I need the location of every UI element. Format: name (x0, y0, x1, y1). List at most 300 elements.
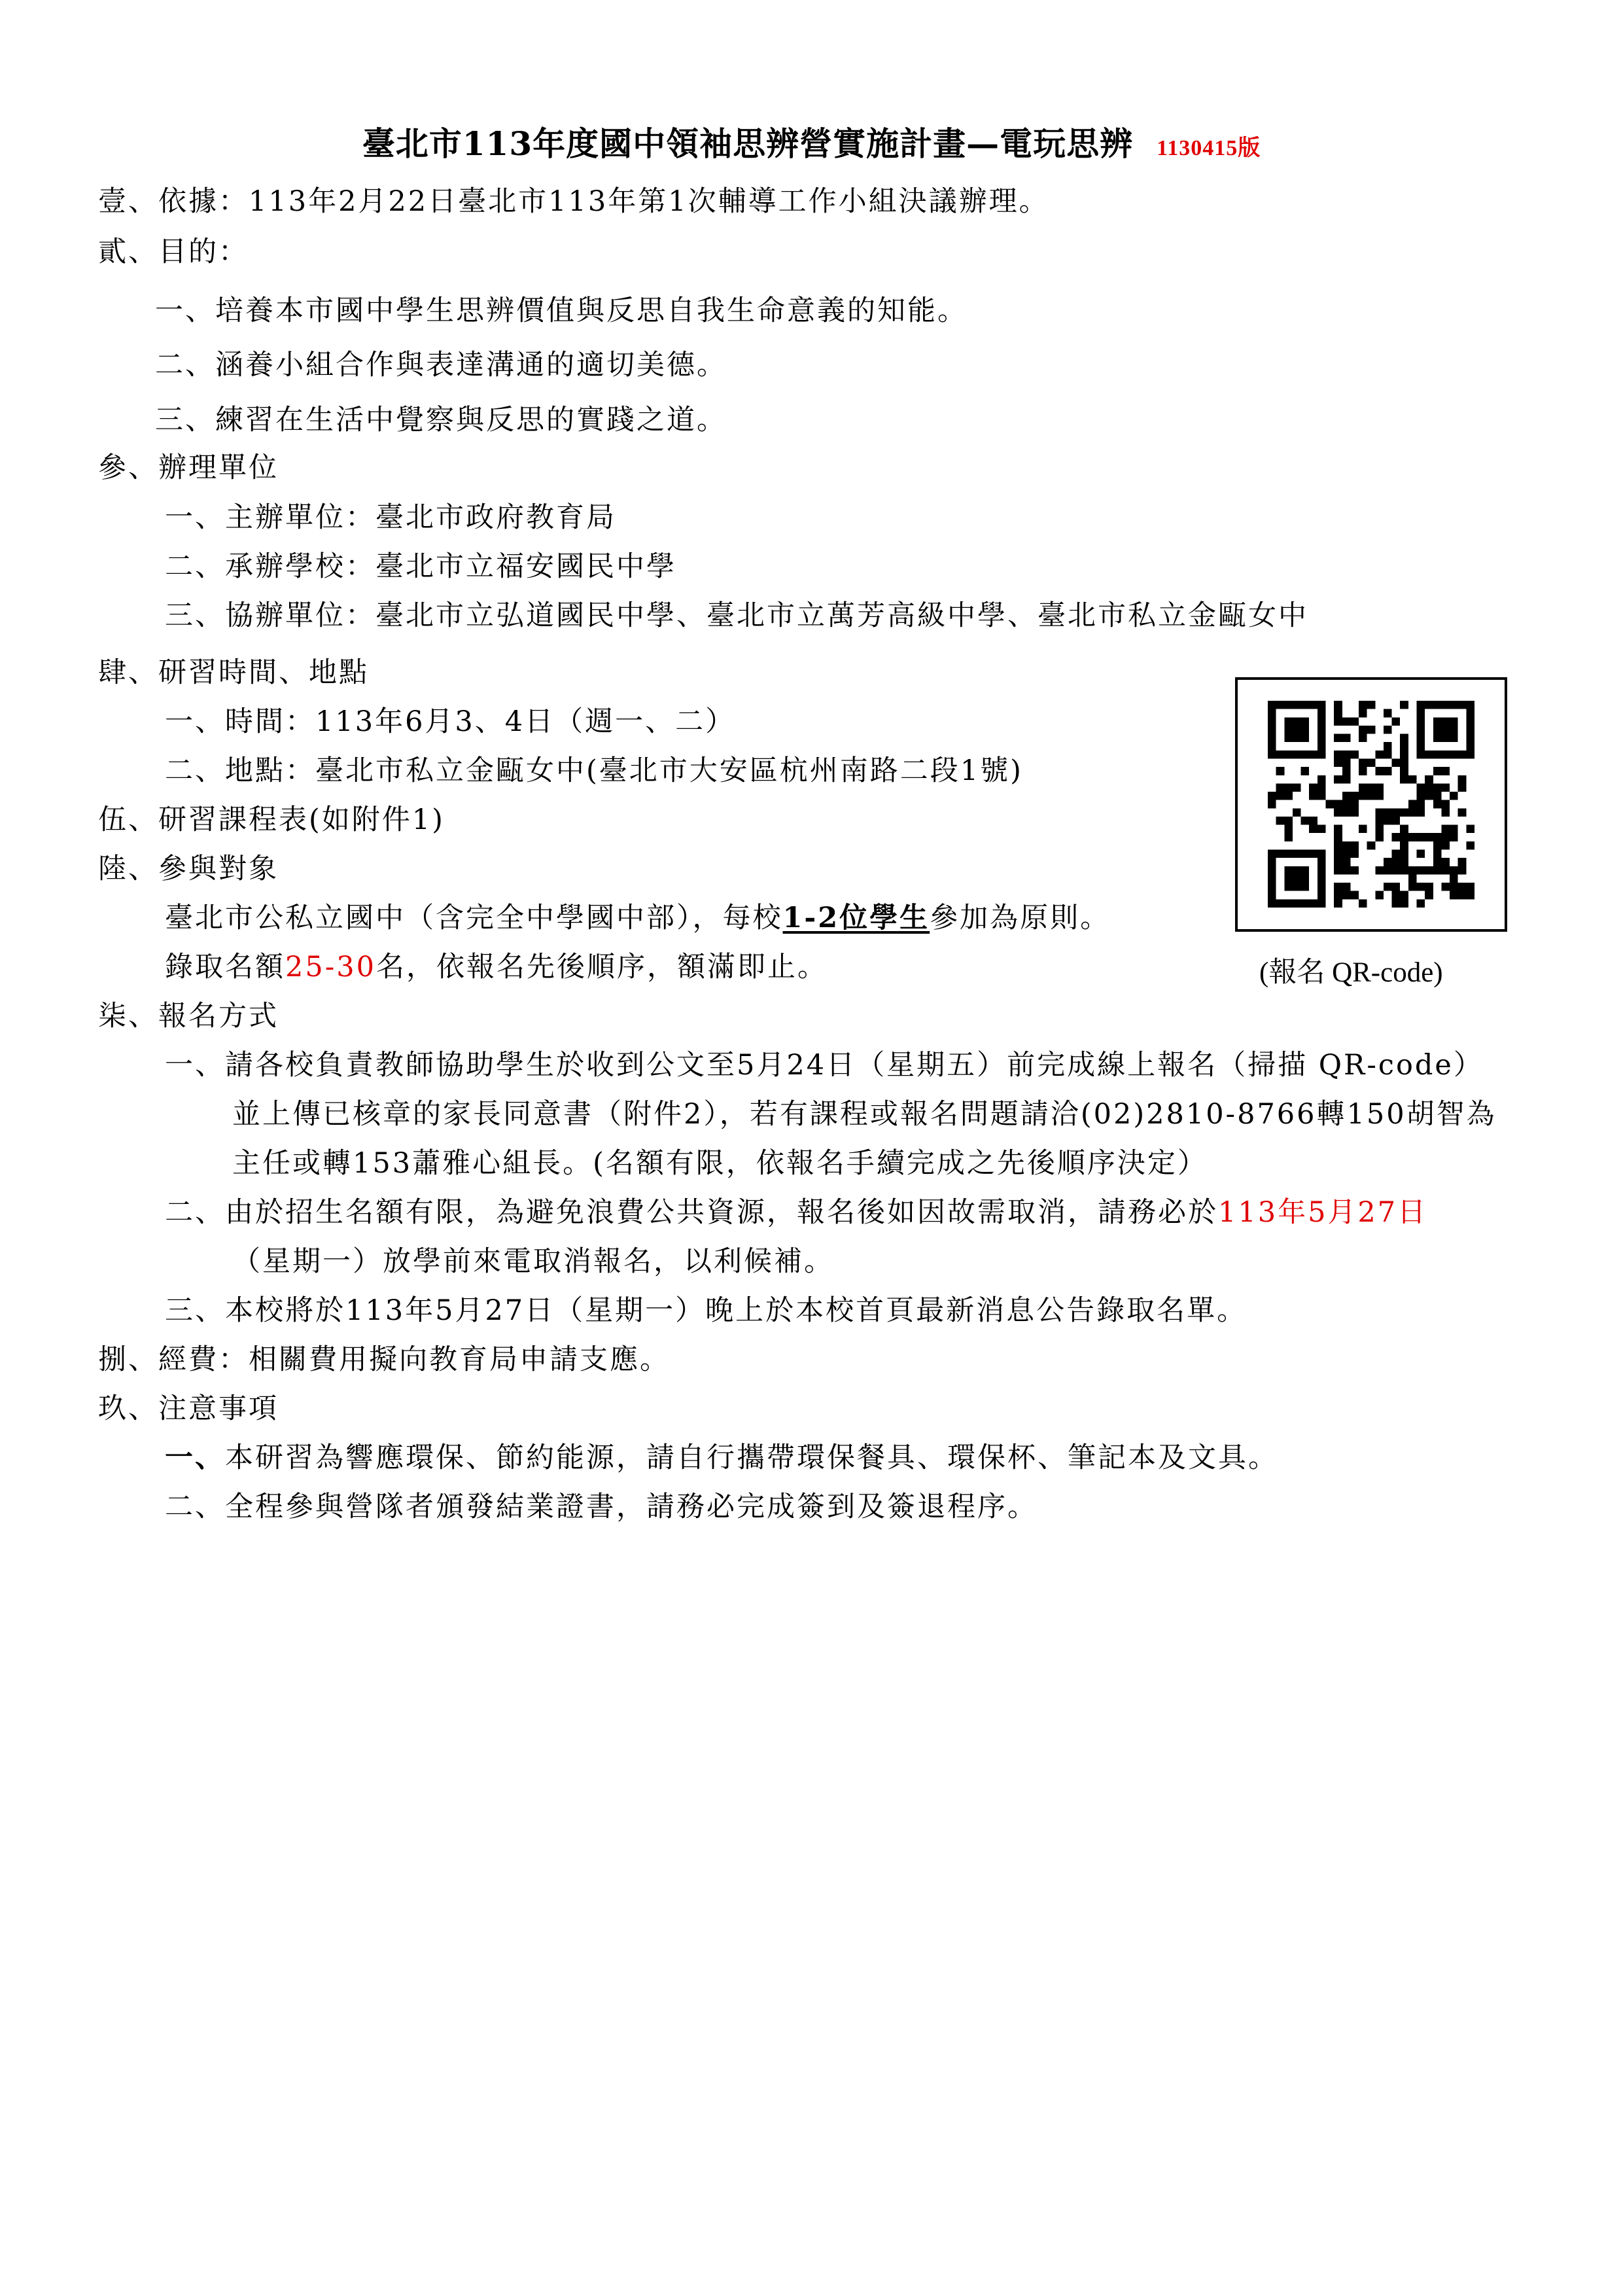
qr-module (1359, 701, 1367, 709)
qr-module (1425, 891, 1433, 900)
qr-module (1293, 850, 1301, 858)
qr-module (1384, 858, 1392, 866)
qr-module (1441, 866, 1450, 875)
qr-module (1392, 899, 1401, 908)
section-3-item-1: 一、主辦單位：臺北市政府教育局 (165, 501, 616, 534)
qr-module (1334, 866, 1342, 875)
qr-module (1417, 808, 1425, 817)
qr-module (1359, 792, 1367, 800)
version-label: 1130415版 (1157, 136, 1261, 160)
qr-module (1384, 709, 1392, 718)
qr-module (1284, 833, 1293, 841)
qr-module (1458, 783, 1467, 792)
qr-module (1318, 858, 1326, 866)
qr-module (1276, 701, 1285, 709)
section-7-item-2-line-1 (165, 1195, 1427, 1229)
qr-module (1417, 866, 1425, 875)
qr-module (1268, 734, 1276, 743)
qr-module (1268, 883, 1276, 891)
qr-module (1400, 850, 1408, 858)
qr-module (1450, 734, 1458, 743)
qr-module (1417, 833, 1425, 841)
qr-module (1441, 883, 1450, 891)
qr-module (1417, 850, 1425, 858)
qr-module (1284, 899, 1293, 908)
qr-module (1293, 866, 1301, 875)
qr-module (1392, 833, 1401, 841)
qr-module (1318, 866, 1326, 875)
qr-module (1334, 850, 1342, 858)
qr-module (1466, 701, 1475, 709)
qr-module (1375, 767, 1384, 775)
qr-module (1433, 717, 1442, 726)
qr-module (1293, 734, 1301, 743)
qr-module (1284, 701, 1293, 709)
qr-module (1400, 841, 1408, 850)
qr-module (1293, 899, 1301, 908)
qr-module (1392, 891, 1401, 900)
qr-module (1450, 874, 1458, 883)
qr-module (1441, 783, 1450, 792)
qr-module (1350, 792, 1359, 800)
qr-module (1293, 883, 1301, 891)
qr-module (1301, 817, 1310, 825)
qr-code-pattern (1268, 701, 1475, 908)
qr-module (1400, 751, 1408, 759)
qr-module (1433, 751, 1442, 759)
qr-module (1433, 833, 1442, 841)
qr-module (1318, 709, 1326, 718)
qr-module (1359, 758, 1367, 767)
qr-module (1408, 866, 1417, 875)
qr-module (1425, 883, 1433, 891)
section-4-item-2: 二、地點：臺北市私立金甌女中(臺北市大安區杭州南路二段1號) (165, 754, 1023, 787)
qr-module (1342, 808, 1351, 817)
qr-module (1441, 858, 1450, 866)
section-7-heading: 柒、報名方式 (98, 1000, 279, 1033)
qr-module (1384, 808, 1392, 817)
qr-module (1466, 734, 1475, 743)
qr-module (1408, 874, 1417, 883)
qr-module (1433, 866, 1442, 875)
section-7-item-2-text: 二、由於招生名額有限，為避免浪費公共資源，報名後如因故需取消，請務必於 (165, 1196, 1218, 1229)
qr-module (1268, 726, 1276, 734)
qr-module (1284, 783, 1293, 792)
qr-module (1318, 792, 1326, 800)
qr-module (1433, 726, 1442, 734)
qr-module (1293, 701, 1301, 709)
qr-module (1318, 742, 1326, 751)
qr-module (1417, 726, 1425, 734)
qr-module (1276, 817, 1285, 825)
qr-module (1334, 758, 1342, 767)
qr-module (1466, 742, 1475, 751)
qr-module (1350, 800, 1359, 809)
qr-module (1400, 866, 1408, 875)
qr-module (1318, 874, 1326, 883)
qr-module (1334, 808, 1342, 817)
cancel-deadline: 113年5月27日 (1218, 1196, 1428, 1229)
qr-module (1466, 891, 1475, 900)
qr-module (1466, 883, 1475, 891)
qr-module (1334, 751, 1342, 759)
qr-module (1375, 751, 1384, 759)
qr-module (1284, 866, 1293, 875)
qr-module (1350, 866, 1359, 875)
qr-module (1425, 783, 1433, 792)
qr-module (1359, 825, 1367, 834)
qr-module (1408, 800, 1417, 809)
section-9-item-1-text: 本研習為響應環保、節約能源，請自行攜帶環保餐具、環保杯、筆記本及文具。 (225, 1441, 1278, 1474)
qr-module (1301, 734, 1310, 743)
qr-module (1268, 866, 1276, 875)
qr-module (1350, 808, 1359, 817)
section-7-item-1-line-2: 並上傳已核章的家長同意書（附件2），若有課程或報名問題請洽(02)2810-8766轉150胡智為 (232, 1098, 1497, 1131)
qr-module (1268, 717, 1276, 726)
section-9-heading: 玖、注意事項 (98, 1392, 279, 1425)
qr-module (1342, 841, 1351, 850)
qr-module (1466, 751, 1475, 759)
qr-module (1408, 775, 1417, 784)
qr-module (1268, 858, 1276, 866)
qr-module (1284, 874, 1293, 883)
qr-module (1367, 783, 1376, 792)
qr-module (1334, 858, 1342, 866)
qr-module (1433, 767, 1442, 775)
qr-module (1342, 767, 1351, 775)
qr-module (1334, 800, 1342, 809)
qr-module (1318, 825, 1326, 834)
qr-module (1309, 899, 1318, 908)
qr-module (1408, 808, 1417, 817)
qr-module (1293, 726, 1301, 734)
qr-module (1441, 701, 1450, 709)
qr-module (1318, 717, 1326, 726)
section-6-line-1-text: 臺北市公私立國中（含完全中學國中部），每校 (165, 902, 783, 934)
qr-module (1325, 800, 1334, 809)
qr-module (1441, 833, 1450, 841)
qr-module (1309, 783, 1318, 792)
qr-module (1359, 767, 1367, 775)
qr-module (1301, 717, 1310, 726)
qr-module (1342, 775, 1351, 784)
qr-module (1342, 858, 1351, 866)
qr-module (1284, 751, 1293, 759)
section-3-heading: 參、辦理單位 (98, 451, 279, 484)
qr-module (1276, 899, 1285, 908)
qr-module (1375, 866, 1384, 875)
section-1-basis: 壹、依據：113年2月22日臺北市113年第1次輔導工作小組決議辦理。 (98, 185, 1049, 218)
qr-module (1284, 734, 1293, 743)
qr-module (1318, 850, 1326, 858)
qr-module (1441, 751, 1450, 759)
qr-module (1318, 783, 1326, 792)
qr-module (1441, 800, 1450, 809)
qr-module (1334, 717, 1342, 726)
qr-module (1268, 874, 1276, 883)
section-3-item-3: 三、協辦單位：臺北市立弘道國民中學、臺北市立萬芳高級中學、臺北市私立金甌女中 (165, 599, 1308, 632)
qr-module (1359, 726, 1367, 734)
qr-module (1301, 726, 1310, 734)
qr-module (1309, 817, 1318, 825)
qr-module (1466, 717, 1475, 726)
qr-module (1334, 841, 1342, 850)
qr-module (1334, 899, 1342, 908)
qr-module (1441, 734, 1450, 743)
qr-module (1334, 734, 1342, 743)
qr-module (1417, 783, 1425, 792)
qr-module (1301, 866, 1310, 875)
title-text: 臺北市113年度國中領袖思辨營實施計畫—電玩思辨 (362, 124, 1134, 163)
qr-module (1334, 775, 1342, 784)
qr-module (1450, 701, 1458, 709)
qr-module (1318, 891, 1326, 900)
qr-module (1384, 817, 1392, 825)
qr-module (1433, 701, 1442, 709)
section-2-item-1: 一、培養本市國中學生思辨價值與反思自我生命意義的知能。 (155, 294, 968, 327)
qr-module (1359, 783, 1367, 792)
qr-module (1458, 891, 1467, 900)
section-2-heading: 貳、目的： (98, 236, 249, 268)
qr-module (1293, 808, 1301, 817)
qr-module (1318, 899, 1326, 908)
qr-module (1359, 734, 1367, 743)
qr-module (1450, 825, 1458, 834)
qr-module (1417, 800, 1425, 809)
qr-module (1425, 775, 1433, 784)
qr-module (1301, 767, 1310, 775)
qr-module (1400, 742, 1408, 751)
section-6-line-1-end: 參加為原則。 (930, 902, 1111, 934)
qr-module (1350, 850, 1359, 858)
qr-module (1268, 891, 1276, 900)
qr-module (1367, 726, 1376, 734)
qr-module (1466, 726, 1475, 734)
qr-module (1400, 734, 1408, 743)
qr-module (1342, 883, 1351, 891)
qr-module (1433, 783, 1442, 792)
qr-module (1284, 717, 1293, 726)
qr-module (1417, 751, 1425, 759)
qr-module (1367, 758, 1376, 767)
qr-module (1408, 833, 1417, 841)
qr-module (1309, 850, 1318, 858)
admission-quota: 25-30 (285, 951, 376, 983)
qr-module (1458, 808, 1467, 817)
qr-module (1342, 792, 1351, 800)
qr-module (1375, 833, 1384, 841)
qr-module (1425, 833, 1433, 841)
qr-module (1450, 833, 1458, 841)
qr-module (1458, 858, 1467, 866)
qr-module (1367, 841, 1376, 850)
qr-module (1400, 758, 1408, 767)
qr-module (1433, 841, 1442, 850)
qr-module (1318, 751, 1326, 759)
section-9-item-1 (165, 1441, 1278, 1475)
section-4-heading: 肆、研習時間、地點 (98, 656, 369, 689)
qr-module (1350, 717, 1359, 726)
qr-module (1334, 709, 1342, 718)
section-7-item-2-line-2: （星期一）放學前來電取消報名，以利候補。 (232, 1245, 834, 1278)
qr-module (1293, 717, 1301, 726)
qr-module (1384, 767, 1392, 775)
qr-module (1301, 899, 1310, 908)
section-7-item-1-line-1: 一、請各校負責教師協助學生於收到公文至5月24日（星期五）前完成線上報名（掃描 QR-code） (165, 1049, 1484, 1082)
qr-module (1342, 866, 1351, 875)
qr-module (1284, 792, 1293, 800)
qr-module (1433, 734, 1442, 743)
qr-module (1408, 883, 1417, 891)
registration-qr-code[interactable] (1235, 677, 1507, 932)
qr-module (1284, 825, 1293, 834)
qr-module (1417, 899, 1425, 908)
qr-module (1309, 751, 1318, 759)
qr-module (1400, 833, 1408, 841)
qr-module (1293, 751, 1301, 759)
qr-module (1450, 883, 1458, 891)
qr-module (1276, 792, 1285, 800)
qr-module (1367, 701, 1376, 709)
qr-module (1318, 701, 1326, 709)
qr-module (1441, 767, 1450, 775)
qr-module (1433, 858, 1442, 866)
qr-module (1458, 751, 1467, 759)
qr-module (1433, 800, 1442, 809)
qr-module (1392, 858, 1401, 866)
qr-module (1400, 767, 1408, 775)
qr-module (1284, 726, 1293, 734)
section-7-item-1-line-3: 主任或轉153蕭雅心組長。(名額有限，依報名手續完成之先後順序決定） (232, 1147, 1208, 1180)
qr-module (1458, 701, 1467, 709)
qr-module (1268, 899, 1276, 908)
qr-module (1392, 866, 1401, 875)
qr-module (1466, 841, 1475, 850)
qr-module (1350, 891, 1359, 900)
qr-module (1392, 850, 1401, 858)
qr-module (1458, 883, 1467, 891)
qr-module (1342, 891, 1351, 900)
qr-module (1375, 891, 1384, 900)
qr-module (1284, 850, 1293, 858)
qr-module (1425, 866, 1433, 875)
qr-module (1301, 883, 1310, 891)
qr-module (1417, 709, 1425, 718)
qr-module (1425, 701, 1433, 709)
qr-module (1318, 775, 1326, 784)
qr-module (1384, 866, 1392, 875)
qr-module (1268, 751, 1276, 759)
qr-module (1433, 792, 1442, 800)
qr-module (1342, 717, 1351, 726)
section-4-item-1: 一、時間：113年6月3、4日（週一、二） (165, 705, 736, 738)
qr-module (1342, 734, 1351, 743)
section-6-line-2 (165, 950, 828, 984)
section-8-funding: 捌、經費：相關費用擬向教育局申請支應。 (98, 1343, 670, 1376)
qr-module (1450, 717, 1458, 726)
qr-module (1400, 825, 1408, 834)
qr-module (1342, 800, 1351, 809)
qr-module (1400, 858, 1408, 866)
qr-module (1375, 808, 1384, 817)
qr-module (1392, 883, 1401, 891)
qr-module (1400, 775, 1408, 784)
qr-module (1309, 825, 1318, 834)
qr-module (1392, 717, 1401, 726)
qr-module (1276, 751, 1285, 759)
qr-module (1384, 751, 1392, 759)
section-7-item-3: 三、本校將於113年5月27日（星期一）晚上於本校首頁最新消息公告錄取名單。 (165, 1294, 1248, 1327)
qr-module (1309, 792, 1318, 800)
qr-module (1350, 751, 1359, 759)
qr-module (1417, 717, 1425, 726)
qr-module (1268, 800, 1276, 809)
qr-module (1384, 883, 1392, 891)
section-6-heading: 陸、參與對象 (98, 853, 279, 885)
qr-module (1318, 734, 1326, 743)
qr-module (1417, 734, 1425, 743)
qr-module (1342, 850, 1351, 858)
qr-module (1400, 899, 1408, 908)
section-6-line-1 (165, 901, 1110, 935)
qr-module (1268, 709, 1276, 718)
qr-module (1301, 751, 1310, 759)
document-title (0, 118, 1623, 165)
section-5-heading: 伍、研習課程表(如附件1) (98, 804, 445, 836)
qr-module (1293, 874, 1301, 883)
qr-module (1342, 751, 1351, 759)
qr-module (1342, 758, 1351, 767)
qr-module (1458, 866, 1467, 875)
qr-module (1268, 742, 1276, 751)
qr-module (1400, 701, 1408, 709)
qr-module (1400, 891, 1408, 900)
qr-module (1367, 792, 1376, 800)
qr-module (1375, 783, 1384, 792)
qr-module (1276, 767, 1285, 775)
qr-module (1284, 817, 1293, 825)
qr-module (1309, 701, 1318, 709)
qr-module (1375, 825, 1384, 834)
qr-module (1441, 825, 1450, 834)
qr-module (1268, 850, 1276, 858)
qr-module (1441, 808, 1450, 817)
qr-module (1441, 841, 1450, 850)
qr-module (1441, 717, 1450, 726)
qr-module (1417, 701, 1425, 709)
qr-module (1417, 883, 1425, 891)
qr-module (1318, 883, 1326, 891)
qr-module (1334, 883, 1342, 891)
qr-module (1375, 792, 1384, 800)
qr-module (1392, 758, 1401, 767)
qr-module (1425, 751, 1433, 759)
qr-module (1334, 701, 1342, 709)
qr-module (1425, 792, 1433, 800)
student-quota: 1-2位學生 (782, 902, 930, 934)
qr-module (1384, 726, 1392, 734)
qr-module (1350, 841, 1359, 850)
qr-module (1301, 874, 1310, 883)
qr-module (1466, 709, 1475, 718)
section-2-item-2: 二、涵養小組合作與表達溝通的適切美德。 (155, 349, 727, 381)
qr-module (1268, 701, 1276, 709)
qr-module (1450, 726, 1458, 734)
qr-module (1293, 783, 1301, 792)
qr-module (1466, 825, 1475, 834)
qr-module (1334, 891, 1342, 900)
section-6-line-2-text: 錄取名額 (165, 951, 285, 983)
